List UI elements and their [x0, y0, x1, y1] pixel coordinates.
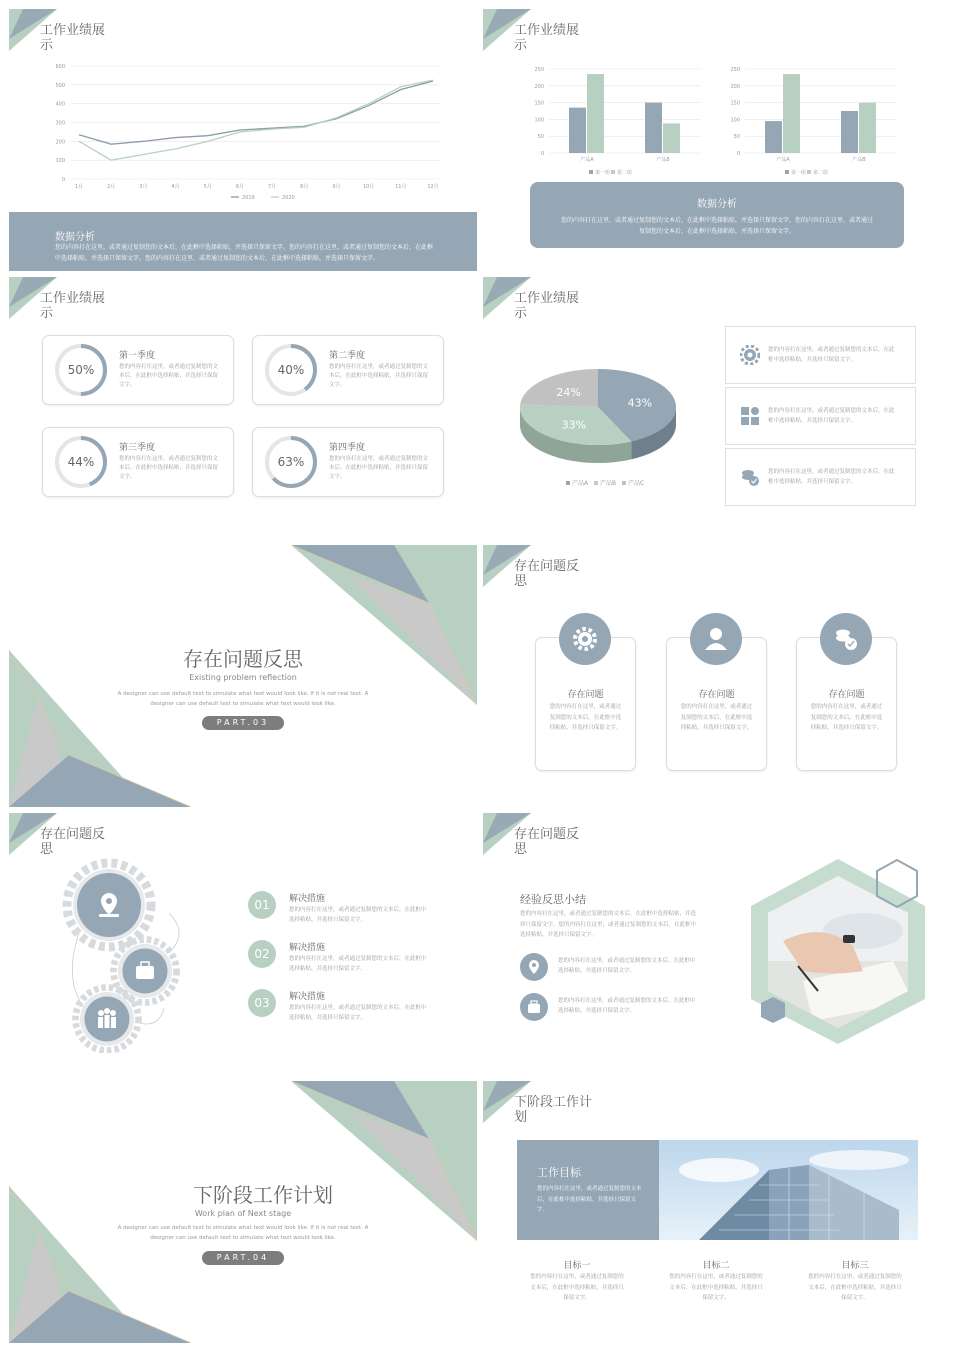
- problem-card: [535, 637, 636, 771]
- legend-label: 第一组: [595, 170, 611, 176]
- briefcase-icon: [520, 993, 548, 1021]
- quarter-card: [42, 427, 234, 497]
- pie-chart: [518, 357, 708, 507]
- bar: [569, 108, 586, 153]
- slide-problems: [483, 545, 951, 807]
- step-number: 03: [248, 989, 276, 1017]
- legend-label: 2019: [242, 195, 255, 201]
- y-tick-label: 500: [55, 82, 65, 89]
- legend-swatch: [589, 170, 593, 174]
- legend-swatch: [785, 170, 789, 174]
- slide-quarters: [9, 277, 477, 539]
- panel-title: 数据分析: [55, 232, 95, 243]
- gears-illustration: [59, 853, 239, 1053]
- team-icon: [98, 1008, 116, 1028]
- legend-swatch: [807, 170, 811, 174]
- ring-percent: 44%: [67, 455, 95, 469]
- quarter-card: [252, 335, 444, 405]
- goal-label: 目标一: [563, 1261, 591, 1271]
- quarter-label: 第四季度: [329, 443, 366, 453]
- gear-icon: [559, 613, 611, 665]
- slide-title: 存在问题反 思: [514, 827, 580, 857]
- x-tick-label: 1月: [74, 184, 84, 190]
- quarter-text: 您的内容打在这里，或者通过复制您的文本后，在此框中选择粘贴，并选择只保留文字。: [119, 456, 219, 480]
- goal-item: [666, 1258, 766, 1318]
- y-tick-label: 200: [730, 83, 740, 90]
- slide-title: 存在问题反 思: [514, 559, 580, 589]
- legend-swatch: [622, 481, 626, 485]
- legend-label: 第二组: [813, 170, 829, 176]
- bar: [841, 111, 858, 153]
- bar-chart-left: [531, 61, 706, 176]
- pie-value-label: 33%: [561, 418, 587, 432]
- y-tick-label: 300: [55, 120, 65, 127]
- user-icon: [690, 613, 742, 665]
- goal-text: 您的内容打在这里，或者通过复制您的文本后，在此框中选择粘贴，并选择只保留文字。: [530, 1274, 624, 1301]
- x-tick-label: 3月: [139, 184, 148, 190]
- legend-label: 第二组: [617, 170, 633, 176]
- slide-line-chart: [9, 9, 477, 271]
- info-item: [725, 387, 916, 445]
- section-body: A designer can use default text to simulate what text would look like. If it is not real text. A designer can use default text to simulate what text would look like.: [117, 1225, 369, 1241]
- slide-solutions: [9, 813, 477, 1075]
- y-tick-label: 100: [730, 117, 740, 124]
- bar: [663, 123, 680, 153]
- location-icon: [520, 953, 548, 981]
- x-tick-label: 6月: [235, 184, 245, 190]
- bar: [587, 74, 604, 153]
- legend-label: 产品A: [572, 480, 589, 487]
- part-badge: PART.03: [202, 716, 284, 730]
- section-body: A designer can use default text to simulate what text would look like. If it is not real text. A designer can use default text to simulate what text would look like.: [117, 691, 369, 707]
- slide-title: 工作业绩展 示: [514, 291, 580, 321]
- y-tick-label: 0: [736, 151, 740, 157]
- slide-section-03: [9, 545, 477, 807]
- data-panel: [9, 212, 477, 271]
- x-tick-label: 4月: [171, 184, 180, 190]
- grid-icon: [740, 406, 760, 426]
- problem-text: 您的内容打在这里，或者通过复制您的文本后，在此框中选择粘贴，并选择只保留文字。: [680, 704, 753, 731]
- ring-percent: 50%: [67, 363, 95, 377]
- slide-title: 工作业绩展 示: [40, 291, 106, 321]
- quarter-text: 您的内容打在这里，或者通过复制您的文本后，在此框中选择粘贴，并选择只保留文字。: [329, 364, 429, 388]
- x-tick-label: 产品B: [656, 157, 670, 163]
- y-tick-label: 100: [534, 117, 544, 124]
- goal-label: 目标二: [702, 1261, 730, 1271]
- series-line: [79, 81, 433, 144]
- ring-percent: 63%: [277, 455, 305, 469]
- data-panel: [530, 182, 904, 248]
- quarter-card: [252, 427, 444, 497]
- bar-chart-right: [727, 61, 902, 176]
- quarter-label: 第三季度: [119, 443, 156, 453]
- y-tick-label: 600: [55, 64, 65, 70]
- goal-label: 目标三: [841, 1261, 869, 1271]
- coins-icon: [820, 613, 872, 665]
- y-tick-label: 150: [534, 100, 544, 107]
- summary-item: [520, 953, 720, 983]
- solution-text: 您的内容打在这里，或者通过复制您的文本后，在此框中选择粘贴，并选择只保留文字。: [289, 1005, 427, 1021]
- quarter-label: 第二季度: [329, 351, 366, 361]
- goal-box-title: 工作目标: [537, 1166, 581, 1179]
- coins-icon: [740, 467, 760, 487]
- slide-bar-charts: [483, 9, 951, 271]
- bar: [859, 103, 876, 153]
- summary-item-text: 您的内容打在这里，或者通过复制您的文本后，在此框中选择粘贴，并选择只保留文字。: [558, 998, 696, 1014]
- info-item-text: 您的内容打在这里，或者通过复制您的文本后，在此框中选择粘贴，并选择只保留文字。: [768, 347, 895, 363]
- problem-card: [666, 637, 767, 771]
- x-tick-label: 8月: [300, 184, 309, 190]
- slide-goals: [483, 1081, 951, 1343]
- goal-item: [805, 1258, 905, 1318]
- slide-pie: [483, 277, 951, 539]
- x-tick-label: 10月: [362, 184, 375, 190]
- legend-label: 第一组: [791, 170, 807, 176]
- problem-label: 存在问题: [828, 690, 865, 700]
- info-item-text: 您的内容打在这里，或者通过复制您的文本后，在此框中选择粘贴，并选择只保留文字。: [768, 408, 895, 424]
- info-item: [725, 448, 916, 506]
- x-tick-label: 5月: [203, 184, 212, 190]
- ring-percent: 40%: [277, 363, 305, 377]
- quarter-card: [42, 335, 234, 405]
- problem-card: [796, 637, 897, 771]
- goal-item: [527, 1258, 627, 1318]
- legend-label: 产品B: [600, 480, 617, 487]
- building-photo: [659, 1140, 918, 1240]
- info-item-text: 您的内容打在这里，或者通过复制您的文本后，在此框中选择粘贴，并选择只保留文字。: [768, 469, 895, 485]
- y-tick-label: 100: [55, 158, 65, 165]
- quarter-text: 您的内容打在这里，或者通过复制您的文本后，在此框中选择粘贴，并选择只保留文字。: [119, 364, 219, 388]
- goal-text: 您的内容打在这里，或者通过复制您的文本后，在此框中选择粘贴，并选择只保留文字。: [808, 1274, 902, 1301]
- legend-swatch: [566, 481, 570, 485]
- slide-title: 下阶段工作计 划: [514, 1095, 593, 1125]
- solution-item: [248, 891, 448, 931]
- bar: [765, 121, 782, 153]
- section-title: 存在问题反思: [183, 647, 303, 671]
- quarter-text: 您的内容打在这里，或者通过复制您的文本后，在此框中选择粘贴，并选择只保留文字。: [329, 456, 429, 480]
- series-line: [79, 80, 433, 160]
- solution-text: 您的内容打在这里，或者通过复制您的文本后，在此框中选择粘贴，并选择只保留文字。: [289, 907, 427, 923]
- x-tick-label: 7月: [267, 184, 277, 190]
- y-tick-label: 200: [55, 139, 65, 146]
- slide-section-04: [9, 1081, 477, 1343]
- solution-text: 您的内容打在这里，或者通过复制您的文本后，在此框中选择粘贴，并选择只保留文字。: [289, 956, 427, 972]
- section-subtitle: Work plan of Next stage: [194, 1209, 292, 1218]
- summary-item: [520, 993, 720, 1023]
- x-tick-label: 产品A: [776, 157, 790, 163]
- y-tick-label: 0: [540, 151, 544, 157]
- x-tick-label: 9月: [332, 184, 341, 190]
- solution-item: [248, 989, 448, 1029]
- legend-label: 2020: [282, 195, 295, 201]
- quarter-label: 第一季度: [119, 351, 156, 361]
- section-title: 下阶段工作计划: [193, 1183, 333, 1207]
- slide-title: 工作业绩展 示: [40, 23, 106, 53]
- goal-box-text: 您的内容打在这里，或者通过复制您的文本后，在此框中选择粘贴，并选择只保留文字。: [537, 1186, 642, 1213]
- x-tick-label: 2月: [107, 184, 116, 190]
- summary-heading: 经验反思小结: [520, 893, 586, 906]
- slide-summary: [483, 813, 951, 1075]
- goal-box: [517, 1140, 659, 1240]
- solution-label: 解决措施: [289, 992, 326, 1002]
- legend-swatch: [594, 481, 598, 485]
- panel-text: 您的内容打在这里，或者通过复制您的文本后，在此框中选择粘贴，并选择只保留文字。您的内容打在这里，或者通过复制您的文本后，在此框中选择粘贴，并选择只保留文字。: [560, 217, 873, 235]
- pie-value-label: 24%: [556, 385, 581, 399]
- legend-swatch: [611, 170, 615, 174]
- y-tick-label: 50: [733, 134, 740, 141]
- goal-text: 您的内容打在这里，或者通过复制您的文本后，在此框中选择粘贴，并选择只保留文字。: [669, 1274, 763, 1301]
- summary-intro: 您的内容打在这里，或者通过复制您的文本后，在此框中选择粘贴，并选择只保留文字。您的内容打在这里，或者通过复制您的文本后，在此框中选择粘贴，并选择只保留文字。: [520, 911, 697, 938]
- problem-label: 存在问题: [567, 690, 604, 700]
- slide-title: 工作业绩展 示: [514, 23, 580, 53]
- gear-icon: [740, 345, 760, 365]
- legend-label: 产品C: [628, 480, 645, 487]
- step-number: 01: [248, 891, 276, 919]
- problem-label: 存在问题: [698, 690, 735, 700]
- pie-value-label: 43%: [627, 396, 653, 410]
- problem-text: 您的内容打在这里，或者通过复制您的文本后，在此框中选择粘贴，并选择只保留文字。: [549, 704, 622, 731]
- x-tick-label: 11月: [395, 184, 407, 190]
- line-chart: [51, 61, 451, 201]
- y-tick-label: 250: [730, 67, 740, 73]
- x-tick-label: 产品B: [852, 157, 866, 163]
- step-number: 02: [248, 940, 276, 968]
- solution-label: 解决措施: [289, 943, 326, 953]
- problem-text: 您的内容打在这里，或者通过复制您的文本后，在此框中选择粘贴，并选择只保留文字。: [810, 704, 883, 731]
- x-tick-label: 12月: [427, 184, 439, 190]
- y-tick-label: 0: [61, 177, 65, 183]
- x-tick-label: 产品A: [580, 157, 594, 163]
- y-tick-label: 400: [55, 101, 65, 108]
- panel-title: 数据分析: [697, 199, 737, 210]
- bar: [645, 103, 662, 153]
- y-tick-label: 150: [730, 100, 740, 107]
- info-item: [725, 326, 916, 384]
- y-tick-label: 200: [534, 83, 544, 90]
- part-badge: PART.04: [202, 1251, 284, 1265]
- hexagon-photo-frame: [743, 851, 933, 1051]
- panel-text: 您的内容打在这里，或者通过复制您的文本后，在此框中选择粘贴，并选择只保留文字。您的内容打在这里，或者通过复制您的文本后，在此框中选择粘贴，并选择只保留文字。您的内容打在这里，或者通过复制您的文本后，在此框中选择粘贴，并选择只保留文字。: [55, 244, 434, 262]
- y-tick-label: 50: [537, 134, 544, 141]
- section-subtitle: Existing problem reflection: [189, 673, 297, 682]
- solution-label: 解决措施: [289, 894, 326, 904]
- solution-item: [248, 940, 448, 980]
- bar: [783, 74, 800, 153]
- slide-title: 存在问题反 思: [40, 827, 106, 857]
- y-tick-label: 250: [534, 67, 544, 73]
- summary-item-text: 您的内容打在这里，或者通过复制您的文本后，在此框中选择粘贴，并选择只保留文字。: [558, 958, 696, 974]
